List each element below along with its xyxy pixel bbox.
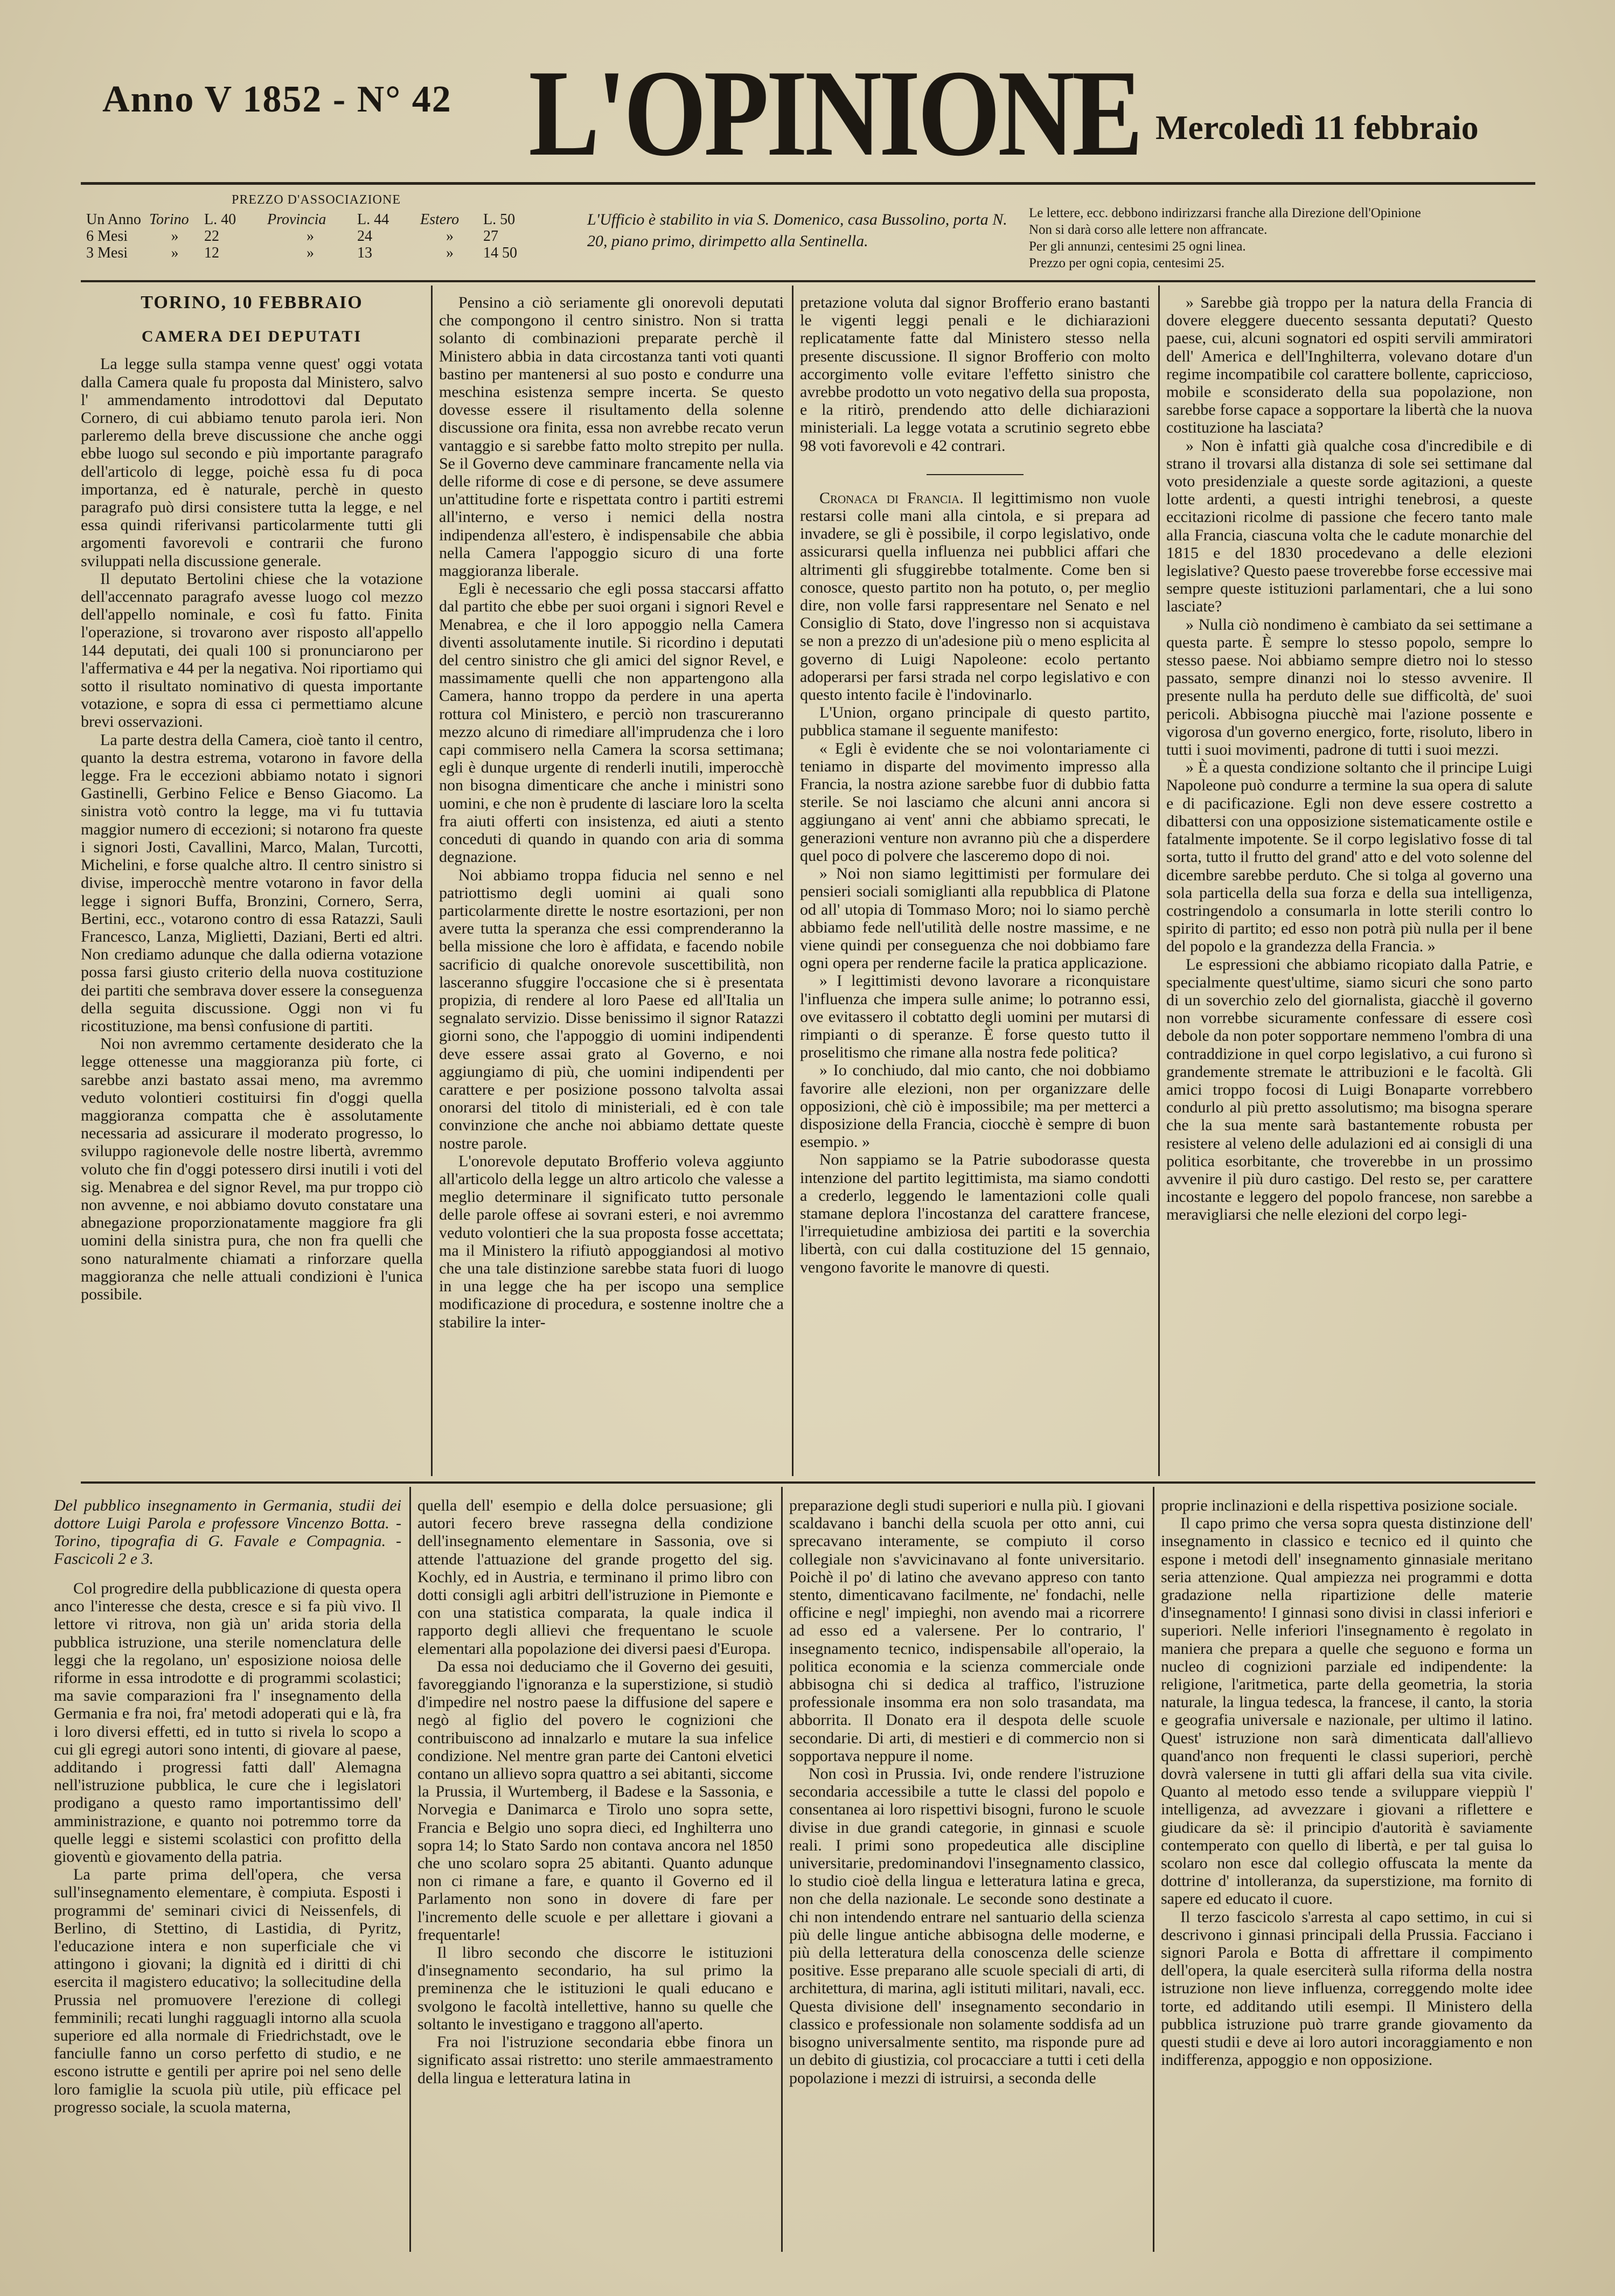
paragraph: L'onorevole deputato Brofferio voleva aggiunto all'articolo della legge un altro articolo che valesse a meglio determinare il significato tutto personale delle parole offese ai sovrani esteri, e noi avremmo veduto volontieri che la sua proposta fosse accettata; ma il Ministero la rifiutò appoggiandosi al motivo che una tale distinzione sarebbe stata fuori di luogo in una legge che ha per iscopo una semplice modificazione di procedura, e sostenne inoltre che a stabilire la inter-	[439, 1152, 784, 1331]
subscription-row: 6 Mesi » 22 » 24 » 27	[86, 228, 498, 245]
column-divider	[1153, 1487, 1154, 2252]
dateline: TORINO, 10 FEBBRAIO	[141, 293, 363, 312]
review-column-4	[1161, 1497, 1533, 2069]
paragraph: Il libro secondo che discorre le istituzioni d'insegnamento secondario, ha sul primo la preminenza che le istituzioni le quali educano e svolgono le facoltà intellettive, hanno su quelle che soltanto le investigano e traggono all'aperto.	[417, 1944, 773, 2033]
paragraph: Da essa noi deduciamo che il Governo dei gesuiti, favoreggiando l'ignoranza e la superstizione, si studiò d'impedire nel nostro paese la diffusione del sapere e negò al figlio del povero le cognizioni che contribuiscono ad innalzarlo e mutare la sua infelice condizione. Nel mentre gran parte dei Cantoni elvetici contano un allievo sopra quattro a sei abitanti, siccome la Prussia, il Wurtemberg, il Badese e la Sassonia, e Norvegia e Danimarca e Tirolo uno sopra sette, Francia e Belgio uno sopra dieci, ed Inghilterra uno sopra 14; lo Stato Sardo non contava ancora nel 1850 che uno scolaro sopra 25 abitanti. Quanto adunque non ci rimane a fare, e quanto il Governo ed il Parlamento non sono in dovere di fare per l'incremento delle scuole e per allettare i giovani a frequentarle!	[417, 1657, 773, 1944]
header-rule	[81, 280, 1535, 282]
column-1-top	[81, 294, 423, 1303]
notices: Le lettere, ecc. debbono indirizzarsi franche alla Direzione dell'Opinione Non si darà corso alle lettere non affrancate. Per gli annunzi, centesimi 25 ogni linea. Prezzo per ogni copia, centesimi 25.	[1029, 206, 1421, 270]
paragraph: Egli è necessario che egli possa staccarsi affatto dal partito che ebbe per suoi organi i signori Revel e Menabrea, e che il loro appoggio nella Camera diventi assolutamente inutile. Si ricordino i deputati del centro sinistro che gli amici del signor Revel, e massimamente quelli che non appartengono alla Camera, hanno troppo da perdere in una aperta rottura col Ministero, e perciò non trascureranno mezzo alcuno di rimediare all'imprudenza che i loro capi commisero nella Camera la scorsa settimana; egli è dunque urgente di renderli inutili, imperocchè non bisogna dimenticare che anche i ministri sono uomini, e che non è prudente di lasciare loro la scelta fra aiuti offerti con insistenza, ed aiuti a stento conceduti di quando in quando con aria di somma degnazione.	[439, 580, 784, 866]
paragraph: pretazione voluta dal signor Brofferio erano bastanti le vigenti leggi penali e le dichiarazioni replicatamente fatte dal Ministero stesso nella presente discussione. Il signor Brofferio con molto accorgimento volle evitare l'effetto sinistro che avrebbe prodotto un voto negativo della sua proposta, e la ritirò, prendendo atto delle dichiarazioni ministeriali. La legge votata a scrutinio segreto ebbe 98 voti favorevoli e 42 contrari.	[800, 294, 1150, 455]
column-2-top	[439, 294, 784, 1331]
paragraph: quella dell' esempio e della dolce persuasione; gli autori fecero breve rassegna della condizione dell'insegnamento elementare in Sassonia, ove si attende l'attuazione del grande progetto del sig. Kochly, ed in Austria, e terminano il primo libro con dotti consigli agli arbitri dell'istruzione in Piemonte e con una statistica comparata, la quale indica il rapporto degli allievi che frequentano le scuole elementari alla popolazione dei diversi paesi d'Europa.	[417, 1497, 773, 1658]
review-column-1	[54, 1497, 401, 2116]
paragraph: » Nulla ciò nondimeno è cambiato da sei settimane a questa parte. È sempre lo stesso popolo, sempre lo stesso paese. Noi abbiamo sempre dietro noi lo stesso passato, sempre dinanzi noi lo stesso avvenire. Il presente nulla ha perduto delle sue difficoltà, de' suoi pericoli. Abbisogna piucchè mai l'azione possente e vigorosa d'un governo energico, forte, risoluto, libero in tutti i suoi movimenti, padrone di tutti i suoi mezzi.	[1166, 615, 1533, 759]
issue-date: Mercoledì 11 febbraio	[1155, 108, 1479, 147]
column-divider	[431, 286, 433, 1476]
paragraph: Pensino a ciò seriamente gli onorevoli deputati che compongono il centro sinistro. Non si tratta solanto di combinazioni preparate perchè il Ministero abbia in data circostanza tanti voti quanti bastino per mantenersi al suo posto e condurre una meschina esistenza sempre incerta. Se questo dovesse essere il risultamento della solenne discussione ora finita, essa non avrebbe recato verun vantaggio e si sarebbe fatto molto strepito per nulla. Se il Governo deve camminare francamente nella via delle riforme di cose e di persone, se deve assumere un'attitudine forte e rispettata contro i partiti estremi all'interno, e verso i nemici della nostra indipendenza all'estero, è indispensabile che abbia nella Camera l'appoggio sicuro di una forte maggioranza liberale.	[439, 294, 784, 580]
review-title: Del pubblico insegnamento in Germania, studii dei dottore Luigi Parola e professore Vincenzo Botta. - Torino, tipografia di G. Favale e Compagnia. - Fascicoli 2 e 3.	[54, 1497, 401, 1568]
column-3-top	[800, 294, 1150, 1276]
subscription-header: PREZZO D'ASSOCIAZIONE	[232, 193, 401, 207]
paragraph: Noi abbiamo troppa fiducia nel senno e nel patriottismo degli uomini ai quali sono particolarmente dirette le nostre esortazioni, per non avere tutta la speranza che essi comprenderanno la bella missione che loro è affidata, e facendo nobile sacrificio di qualche onorevole suscettibilità, non lasceranno sfuggire l'occasione che si è presentata propizia, di rendere al loro Paese ed all'Italia un segnalato servizio. Disse benissimo il signor Ratazzi giorni sono, che l'appoggio di uomini indipendenti deve essere assai grato al Governo, e noi aggiungiamo di più, che uomini indipendenti per carattere e per posizione possono talvolta assai onorarsi del titolo di ministeriali, ed è con tale convinzione che anche noi abbiamo dettate queste nostre parole.	[439, 866, 784, 1152]
paragraph: Non sappiamo se la Patrie subodorasse questa intenzione del partito legittimista, ma siamo condotti a crederlo, leggendo le lamentazioni colle quali stamane deplora l'incostanza del carattere francese, l'irrequietudine ambiziosa dei partiti e la soverchia libertà, con cui dalla costituzione del 15 gennaio, vengono favorite le manovre di questi.	[800, 1151, 1150, 1276]
column-4-top	[1166, 294, 1533, 1224]
paragraph: Non così in Prussia. Ivi, onde rendere l'istruzione secondaria accessibile a tutte le classi del popolo e consentanea ai loro rispettivi bisogni, furono le scuole divise in due grandi categorie, in ginnasi e scuole reali. I primi sono propedeutica alle discipline universitarie, predominandovi l'insegnamento classico, lo studio cioè della lingua e letteratura latina e greca, non che della nazionale. Le seconde sono destinate a chi non intendendo entrare nel santuario della scienza più delle lingue antiche abbisogna delle moderne, e più della letteratura della conoscenza delle scienze positive. Esse preparano alle scuole speciali di arti, di architettura, di marina, agli istituti militari, navali, ecc. Questa divisione dell' insegnamento secondario in classico e professionale non solamente soddisfa ad un bisogno universalmente sentito, ma risponde pure ad un debito di giustizia, col procacciare a tutti i ceti della popolazione i mezzi di istruirsi, a seconda delle	[789, 1765, 1145, 2087]
paragraph: » È a questa condizione soltanto che il principe Luigi Napoleone può condurre a termine la sua opera di salute e di pacificazione. Egli non deve essere costretto a dibattersi con una opposizione sistematicamente ostile e fatalmente impotente. Se il corpo legislativo fosse di tal sorta, tutto il frutto del grand' atto e del voto solenne del dicembre sarebbe perduto. Che si tolga al governo una sola particella della sua forza e della sua intelligenza, costringendolo a consumarla in lotte sterili contro lo spirito di partito; ed esso non potrà più nulla per il bene del popolo e la grandezza della Francia. »	[1166, 759, 1533, 956]
subscription-row: Un Anno Torino L. 40 Provincia L. 44 Estero L. 50	[86, 211, 516, 228]
paragraph: Le espressioni che abbiamo ricopiato dalla Patrie, e specialmente quest'ultime, siamo sicuri che sono parto di un soverchio zelo del giornalista, giacchè il governo non vorrebbe sicuramente confessare di essere così debole da non poter sopportare nemmeno l'ombra di una contraddizione in quel corpo legislativo, a cui furono sì grandemente stremate le attribuzioni e le facoltà. Gli amici troppo focosi di Luigi Bonaparte vorrebbero condurlo al più pretto assolutismo; ma bisogna sperare che la sua mente sarà bastantemente robusta per resistere al veleno delle adulazioni ed ai consigli di una politica esorbitante, che troverebbe in un prossimo avvenire il più duro castigo. Del resto se, per carattere incostante e leggero del popolo francese, non sarebbe a meravigliarsi che nelle elezioni del corpo legi-	[1166, 955, 1533, 1224]
paragraph: Il capo primo che versa sopra questa distinzione dell' insegnamento in classico e tecnico ed il quinto che espone i metodi dell' insegnamento ginnasiale meritano seria attenzione. Qual ampiezza nei programmi e dotta gradazione nella ripartizione delle materie d'insegnamento! I ginnasi sono divisi in classi inferiori e superiori. Nelle inferiori l'insegnamento è regolato in maniera che prepara a quelle che seguono e forma un nucleo di cognizioni parziale ed indipendente: la religione, l'aritmetica, parte della geometria, la storia naturale, la lingua tedesca, la francese, il canto, la storia e geografia universale e nazionale, per ultimo il latino. Quest' istruzione non sarà dimenticata dall'allievo quand'anco non frequenti le classi superiori, perchè dovrà valersene in tutti gli affari della sua vita civile. Quanto al metodo esso tende a sviluppare vieppiù l' intelligenza, ad avvezzare i giovani a riflettere e giudicare da sè: il principio d'autorità è saviamente contemperato con quello di libertà, e per tal guisa lo scolaro non esce dal collegio offuscata la mente da dottrine d' intolleranza, da superstizione, ma fornito di sapere ed educato il cuore.	[1161, 1514, 1533, 1908]
section-heading: CAMERA DEI DEPUTATI	[141, 328, 363, 346]
paragraph: Il terzo fascicolo s'arresta al capo settimo, in cui si descrivono i ginnasi principali della Prussia. Facciano i signori Parola e Botta di affrettare il compimento dell'opera, la quale eserciterà sulla riforma della nostra istruzione non lieve influenza, correggendo molte idee torte, ed additando utili esempi. Il Ministero della pubblica istruzione può trarre grande giovamento da questi studii e deve ai loro autori incoraggiamento e non indifferenza, appoggio e non opposizione.	[1161, 1908, 1533, 2069]
paragraph: La parte destra della Camera, cioè tanto il centro, quanto la destra estrema, votarono in favore della legge. Fra le eccezioni abbiamo notato i signori Gastinelli, Gerbino Felice e Benso Giacomo. La sinistra votò contro la legge, ma vi fu tuttavia maggior numero di eccezioni; si notarono fra queste i signori Josti, Cavallini, Marco, Malan, Turcotti, Michelini, e forse qualche altro. Il centro sinistro si divise, imperocchè mentre votarono in favor della legge i signori Buffa, Bronzini, Cornero, Serra, Bertini, ecc., votarono contro di essa Ratazzi, Sauli Francesco, Lanza, Miglietti, Daziani, Berti ed altri. Non crediamo adunque che dalla odierna votazione possa farsi giusto criterio della nuova costituzione dei partiti che sembrava dover essere la conseguenza della seguita discussione. Oggi non vi fu ricostituzione, ma bensì confusione di partiti.	[81, 730, 423, 1035]
paragraph: La parte prima dell'opera, che versa sull'insegnamento elementare, è compiuta. Esposti i programmi de' seminari civici di Neissenfels, di Berlino, di Stettino, di Lastidia, di Pyritz, l'educazione intera e non superficiale che vi attingono i giovani; la dignità ed i diritti di chi esercita il magistero educativo; la sollecitudine della Prussia nel promuovere l'erezione di collegi femminili; recati lunghi ragguagli intorno alla scuola superiore ed alla normale di Friedrichstadt, ove le fanciulle fanno un corso perfetto di studio, e ne escono istrutte e gentili per aprire poi nel seno delle loro famiglie la scuola più utile, più efficace pel progresso sociale, la scuola materna,	[54, 1866, 401, 2116]
paragraph: Fra noi l'istruzione secondaria ebbe finora un significato assai ristretto: uno sterile ammaestramento della lingua e letteratura latina in	[417, 2033, 773, 2087]
paragraph: Il deputato Bertolini chiese che la votazione dell'accennato paragrafo avesse luogo col mezzo dell'appello nominale, e così fu fatto. Finita l'operazione, si trovarono aver risposto all'appello 144 deputati, dei quali 100 si pronunciarono per l'affermativa e 44 per la negativa. Noi riportiamo qui sotto il risultato nominativo di questa importante votazione, e sopra di essa ci permettiamo alcune brevi osservazioni.	[81, 569, 423, 731]
paragraph: » I legittimisti devono lavorare a riconquistare l'influenza che impera sulle anime; lo potranno essi, ove evitassero il cobtatto degli uomini per mutarsi di rimpianti o di speranze. È forse questo tutto il proselitismo che rimane alla nostra fede politica?	[800, 972, 1150, 1062]
paragraph: proprie inclinazioni e della rispettiva posizione sociale.	[1161, 1497, 1518, 1514]
subscription-row: 3 Mesi » 12 » 13 » 14 50	[86, 245, 517, 261]
paragraph: » Noi non siamo legittimisti per formulare dei pensieri sociali somiglianti alla repubblica di Platone od all' utopia di Tommaso Moro; noi lo siamo perchè abbiamo fede nell'utilità delle nostre massime, e ne viene quindi per conseguenza che noi dobbiamo fare ogni opera per renderne facile la pratica applicazione.	[800, 865, 1150, 972]
review-column-2	[417, 1497, 773, 2087]
review-column-3	[789, 1497, 1145, 2087]
paragraph: La legge sulla stampa venne quest' oggi votata dalla Camera quale fu proposta dal Ministero, salvo l' ammendamento introdottovi dal Deputato Cornero, di cui abbiamo tenuto parola ieri. Non parleremo della breve discussione che anche oggi ebbe luogo sul secondo e più importante paragrafo dell'articolo di legge, poichè essa fu di poca importanza, ed è naturale, perchè in questo paragrafo può dirsi consistere tutta la legge, e nel essa quindi riferivansi particolarmente tutti gli argomenti favorevoli e contrarii che furono sviluppati nella discussione generale.	[81, 355, 423, 570]
paragraph: » Io conchiudo, dal mio canto, che noi dobbiamo favorire alle elezioni, non per organizzare delle opposizioni, chè ciò è impossibile; ma per metterci a disposizione della Francia, ciocchè è sempre di buon esempio. »	[800, 1061, 1150, 1151]
paragraph: L'Union, organo principale di questo partito, pubblica stamane il seguente manifesto:	[800, 704, 1150, 740]
paragraph: Cronaca di Francia. Il legittimismo non vuole restarsi colle mani alla cintola, e si prepara ad invadere, se gli è possibile, il corpo legislativo, onde assicurarsi quella influenza nei pubblici affari che altrimenti gli sfuggirebbe totalmente. Come ben si conosce, questo partito non ha potuto, o, per meglio dire, non volle farsi rappresentare nel Senato e nel Consiglio di Stato, dove l'ingresso non si acquistava se non a prezzo di un'adesione più o meno esplicita al governo di Luigi Napoleone: ecolo pertanto adoperarsi per farsi strada nel corpo legislativo e con questo intento facile è l'indovinarlo.	[800, 489, 1150, 704]
paragraph: Noi non avremmo certamente desiderato che la legge ottenesse una maggioranza più forte, ci sarebbe anzi bastato assai meno, ma avremmo veduto volontieri costituirsi fin d'oggi quella maggioranza compatta che è assolutamente necessaria ad assicurare il moderato progresso, lo sviluppo ragionevole delle nostre libertà, avremmo voluto che fin d'oggi potessero dirsi inutili i voti del sig. Menabrea e del signor Revel, ma pur troppo ciò non avvenne, e noi abbiamo dovuto constatare una abnegazione proporzionatamente maggiore fra gli uomini della sinistra pura, che non fra quelli che sono naturalmente chiamati a rinforzare quella maggioranza che nelle attuali condizioni è l'unica possibile.	[81, 1035, 423, 1303]
cronaca-label: Cronaca di Francia.	[819, 489, 964, 507]
paragraph: Col progredire della pubblicazione di questa opera anco l'interesse che desta, cresce e si fa più vivo. Il lettore vi ritrova, non già un' arida storia della pubblica istruzione, una sterile nomenclatura delle leggi che la regolano, un' esposizione noiosa delle riforme in essa introdotte e di programmi scolastici; ma savie comparazioni fra l' insegnamento della Germania e fra noi, fra' metodi adoperati qui e là, fra i loro diversi effetti, ed in tutto si rivela lo scopo a cui gli egregi autori sono intenti, di giovare al paese, additando i progressi fatti dall' Alemagna nell'istruzione pubblica, le cure che i legislatori prodigano a questo ramo importantissimo dell' amministrazione, e quanto noi potremmo torre da quelle leggi e sistemi scolastici con profitto della gioventù e giovamento della patria.	[54, 1580, 401, 1866]
feuilleton-rule	[81, 1481, 1535, 1484]
newspaper-title: L'OPINIONE	[528, 44, 1140, 182]
column-divider	[409, 1487, 411, 2252]
paragraph: » Sarebbe già troppo per la natura della Francia di dovere eleggere duecento sessanta deputati? Questo paese, cui, alcuni sognatori ed ospiti servili ammiratori dell' America e dell'Inghilterra, volevano dotare d'un regime incompatibile col carattere bollente, capriccioso, mobile e sconsiderato della sua popolazione, non sarebbe forse capace a sopportare la libertà che la nuova costituzione ha lasciata?	[1166, 294, 1533, 437]
column-divider	[792, 286, 793, 1476]
column-divider	[1158, 286, 1160, 1476]
paragraph: » Non è infatti già qualche cosa d'incredibile e di strano il trovarsi alla distanza di sole sei settimane dal voto presidenziale a queste sorde agitazioni, a queste lotte ardenti, a questi intrighi tenebrosi, a queste eccitazioni ricolme di passione che fecero tanto male alla Francia, ciascuna volta che le cadute monarchie del 1815 e del 1830 procedevano a delle elezioni legislative? Questo paese troverebbe forse eccessive mai sempre queste istituzioni parlamentari, che a lui sono lasciate?	[1166, 436, 1533, 616]
office-address: L'Ufficio è stabilito in via S. Domenico, casa Bussolino, porta N. 20, piano primo, dirimpetto alla Sentinella.	[587, 211, 1007, 250]
column-divider	[781, 1487, 783, 2252]
separator	[927, 474, 1024, 475]
issue-number: Anno V 1852 - N° 42	[102, 79, 452, 120]
paragraph: preparazione degli studi superiori e nulla più. I giovani scaldavano i banchi della scuola per otto anni, cui sprecavano interamente, se compiuto il corso collegiale non s'avvicinavano al fonte universitario. Poichè il po' di latino che avevano appreso con tanto stento, dimenticavano facilmente, ne' fondachi, nelle officine e negl' impieghi, non avendo mai a ricorrere ad esso ed a valersene. Per lo contrario, l' insegnamento tecnico, indispensabile all'operaio, la politica economia e la scienza commerciale onde abbisogna chi si dedica al traffico, l'istruzione professionale insomma era non solo trasandata, ma abborrita. Il Donato era il despota delle scuole secondarie. Di arti, di mestieri e di commercio non si sopportava neppure il nome.	[789, 1497, 1145, 1765]
paragraph: « Egli è evidente che se noi volontariamente ci teniamo in disparte del movimento impresso alla Francia, la nostra azione sarebbe fuor di dubbio fatta sterile. Se noi lasciamo che alcuni anni ancora si aggiungano ai vent' anni che abbiamo sprecati, le generazioni venture non avranno più che a disperdere quel poco di polvere che lasceremo dopo di noi.	[800, 739, 1150, 865]
masthead-rule	[81, 182, 1535, 185]
